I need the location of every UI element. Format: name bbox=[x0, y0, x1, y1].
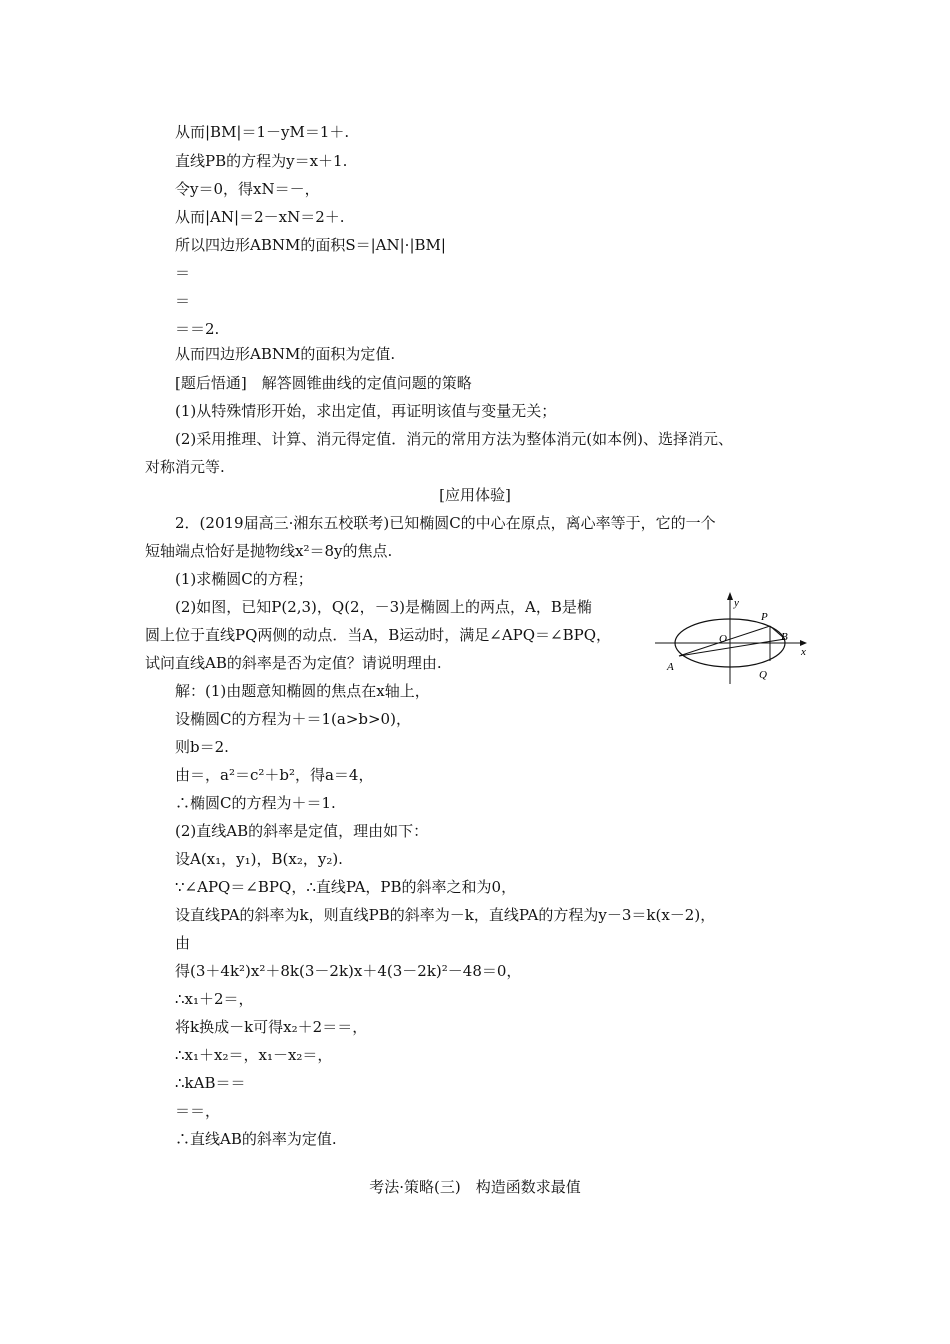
text-line: [题后悟通] 解答圆锥曲线的定值问题的策略 bbox=[175, 374, 472, 392]
text-line: 由 bbox=[175, 934, 191, 952]
text-line: 设椭圆C的方程为＋＝1(a>b>0)， bbox=[175, 710, 411, 728]
origin-label: O bbox=[719, 633, 727, 645]
text-line: ＝ bbox=[175, 292, 191, 310]
text-line: 得(3＋4k²)x²＋8k(3－2k)x＋4(3－2k)²－48＝0， bbox=[175, 962, 522, 980]
text-line: ∴直线AB的斜率为定值. bbox=[175, 1130, 337, 1148]
point-p-label: P bbox=[761, 611, 768, 623]
text-line: ∴x₁＋2＝， bbox=[175, 990, 254, 1008]
section-heading: [应用体验] bbox=[439, 486, 511, 504]
text-line: 2．(2019届高三·湘东五校联考)已知椭圆C的中心在原点，离心率等于，它的一个 bbox=[175, 514, 716, 532]
text-line: 从而|AN|＝2－xN＝2＋. bbox=[175, 208, 345, 226]
x-axis-label: x bbox=[801, 646, 806, 658]
text-line: ∴x₁＋x₂＝，x₁－x₂＝， bbox=[175, 1046, 333, 1064]
text-line: (2)直线AB的斜率是定值，理由如下： bbox=[175, 822, 429, 840]
text-line: 所以四边形ABNM的面积S＝|AN|·|BM| bbox=[175, 236, 446, 254]
ellipse-figure bbox=[655, 590, 815, 685]
text-line: ＝＝2. bbox=[175, 320, 220, 338]
text-line: 设A(x₁，y₁)，B(x₂，y₂). bbox=[175, 850, 343, 868]
text-line: ∵∠APQ＝∠BPQ，∴直线PA，PB的斜率之和为0， bbox=[175, 878, 517, 896]
text-line: 设直线PA的斜率为k，则直线PB的斜率为－k，直线PA的方程为y－3＝k(x－2)， bbox=[175, 906, 716, 924]
text-line: 解：(1)由题意知椭圆的焦点在x轴上， bbox=[175, 682, 430, 700]
text-line: (2)采用推理、计算、消元得定值．消元的常用方法为整体消元(如本例)、选择消元、 bbox=[175, 430, 733, 448]
text-line: 直线PB的方程为y＝x＋1. bbox=[175, 152, 348, 170]
text-line: 将k换成－k可得x₂＋2＝＝， bbox=[175, 1018, 368, 1036]
text-line: 则b＝2. bbox=[175, 738, 229, 756]
text-line: ＝ bbox=[175, 264, 191, 282]
text-line: 令y＝0，得xN＝－， bbox=[175, 180, 320, 198]
text-line: 从而|BM|＝1－yM＝1＋. bbox=[175, 123, 350, 141]
text-line: 圆上位于直线PQ两侧的动点．当A，B运动时，满足∠APQ＝∠BPQ， bbox=[145, 626, 612, 644]
text-line: 由＝，a²＝c²＋b²，得a＝4， bbox=[175, 766, 374, 784]
point-q-label: Q bbox=[759, 669, 767, 681]
text-line: 对称消元等. bbox=[145, 458, 225, 476]
text-line: 从而四边形ABNM的面积为定值. bbox=[175, 345, 396, 363]
y-axis-label: y bbox=[734, 597, 739, 609]
point-b-label: B bbox=[781, 631, 788, 643]
text-line: ∴kAB＝＝ bbox=[175, 1074, 246, 1092]
text-line: ∴椭圆C的方程为＋＝1. bbox=[175, 794, 336, 812]
text-line: (1)求椭圆C的方程； bbox=[175, 570, 313, 588]
text-line: ＝＝， bbox=[175, 1102, 221, 1120]
text-line: 试问直线AB的斜率是否为定值？请说明理由. bbox=[145, 654, 442, 672]
section-title: 考法·策略(三) 构造函数求最值 bbox=[369, 1178, 581, 1196]
point-a-label: A bbox=[667, 661, 674, 673]
text-line: 短轴端点恰好是抛物线x²＝8y的焦点. bbox=[145, 542, 393, 560]
text-line: (2)如图，已知P(2,3)，Q(2，－3)是椭圆上的两点，A，B是椭 bbox=[175, 598, 592, 616]
text-line: (1)从特殊情形开始，求出定值，再证明该值与变量无关； bbox=[175, 402, 557, 420]
